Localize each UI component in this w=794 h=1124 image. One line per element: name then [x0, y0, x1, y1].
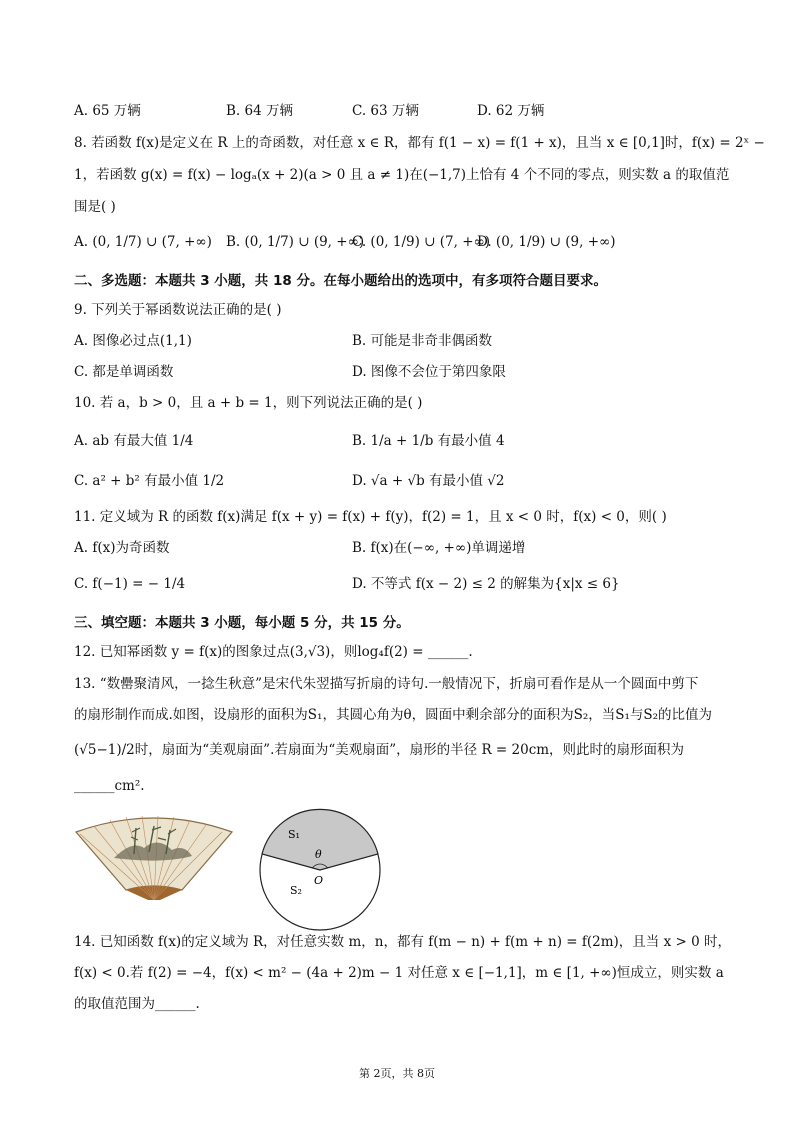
- q8-option-b: B. (0, 1/7) ∪ (9, +∞): [226, 234, 365, 250]
- label-s1: S₁: [288, 828, 300, 841]
- page-footer: 第 2页，共 8页: [359, 1067, 435, 1080]
- q11-option-c: C. f(−1) = − 1/4: [74, 576, 186, 592]
- q14-line-1: 14. 已知函数 f(x)的定义域为 R，对任意实数 m，n，都有 f(m − n) + f(m + n) = f(2m)，且当 x > 0 时，: [74, 934, 731, 950]
- q9-option-c: C. 都是单调函数: [74, 364, 174, 380]
- q10-option-c: C. a² + b² 有最小值 1/2: [74, 473, 225, 489]
- q13-line-3: (√5−1)/2时，扇面为“美观扇面”.若扇面为“美观扇面”，扇形的半径 R = 20cm，则此时的扇形面积为: [74, 742, 685, 758]
- q11-option-d: D. 不等式 f(x − 2) ≤ 2 的解集为{x|x ≤ 6}: [352, 576, 620, 592]
- q7-option-d: D. 62 万辆: [477, 103, 545, 119]
- q9-option-a: A. 图像必过点(1,1): [74, 333, 192, 349]
- q9-stem: 9. 下列关于幂函数说法正确的是( ): [74, 302, 282, 318]
- q8-option-d: D. (0, 1/9) ∪ (9, +∞): [477, 234, 616, 250]
- label-origin: O: [314, 874, 324, 887]
- q7-option-a: A. 65 万辆: [74, 103, 141, 119]
- q8-line-2: 1，若函数 g(x) = f(x) − logₐ(x + 2)(a > 0 且 a ≠ 1)在(−1,7)上恰有 4 个不同的零点，则实数 a 的取值范: [74, 167, 730, 183]
- sector-diagram: [258, 808, 382, 932]
- q10-stem: 10. 若 a，b > 0，且 a + b = 1，则下列说法正确的是( ): [74, 395, 423, 411]
- q11-option-a: A. f(x)为奇函数: [74, 540, 170, 556]
- q9-option-d: D. 图像不会位于第四象限: [352, 364, 506, 380]
- q10-option-d: D. √a + √b 有最小值 √2: [352, 473, 505, 489]
- q11-stem: 11. 定义域为 R 的函数 f(x)满足 f(x + y) = f(x) + f(y)，f(2) = 1，且 x < 0 时，f(x) < 0，则( ): [74, 509, 667, 525]
- q12-stem: 12. 已知幂函数 y = f(x)的图象过点(3,√3)，则log₄f(2) = ______.: [74, 644, 473, 660]
- section-heading-fill-in: 三、填空题：本题共 3 小题，每小题 5 分，共 15 分。: [74, 615, 410, 631]
- folding-fan-illustration: [74, 810, 234, 900]
- q9-option-b: B. 可能是非奇非偶函数: [352, 333, 493, 349]
- q13-line-1: 13. “数罍聚清风，一捻生秋意”是宋代朱翌描写折扇的诗句.一般情况下，折扇可看作是从一个圆面中剪下: [74, 676, 699, 692]
- section-heading-multiple-choice: 二、多选题：本题共 3 小题，共 18 分。在每小题给出的选项中，有多项符合题目要求。: [74, 273, 607, 289]
- q14-line-3: 的取值范围为______.: [74, 996, 200, 1012]
- q10-option-a: A. ab 有最大值 1/4: [74, 433, 194, 449]
- q13-line-4: ______cm².: [74, 778, 145, 794]
- q7-option-c: C. 63 万辆: [352, 103, 419, 119]
- label-theta: θ: [315, 848, 322, 861]
- q10-option-b: B. 1/a + 1/b 有最小值 4: [352, 433, 505, 449]
- q7-option-b: B. 64 万辆: [226, 103, 293, 119]
- q13-line-2: 的扇形制作而成.如图，设扇形的面积为S₁，其圆心角为θ，圆面中剩余部分的面积为S₂，当S₁与S₂的比值为: [74, 707, 713, 723]
- q8-line-1: 8. 若函数 f(x)是定义在 R 上的奇函数，对任意 x ∈ R，都有 f(1 − x) = f(1 + x)，且当 x ∈ [0,1]时，f(x) = 2ˣ −: [74, 135, 765, 151]
- q8-line-3: 围是( ): [74, 199, 116, 215]
- q14-line-2: f(x) < 0.若 f(2) = −4，f(x) < m² − (4a + 2)m − 1 对任意 x ∈ [−1,1]，m ∈ [1, +∞)恒成立，则实数 a: [74, 965, 724, 981]
- q8-option-a: A. (0, 1/7) ∪ (7, +∞): [74, 234, 212, 250]
- label-s2: S₂: [290, 884, 302, 897]
- q11-option-b: B. f(x)在(−∞, +∞)单调递增: [352, 540, 526, 556]
- q8-option-c: C. (0, 1/9) ∪ (7, +∞): [352, 234, 491, 250]
